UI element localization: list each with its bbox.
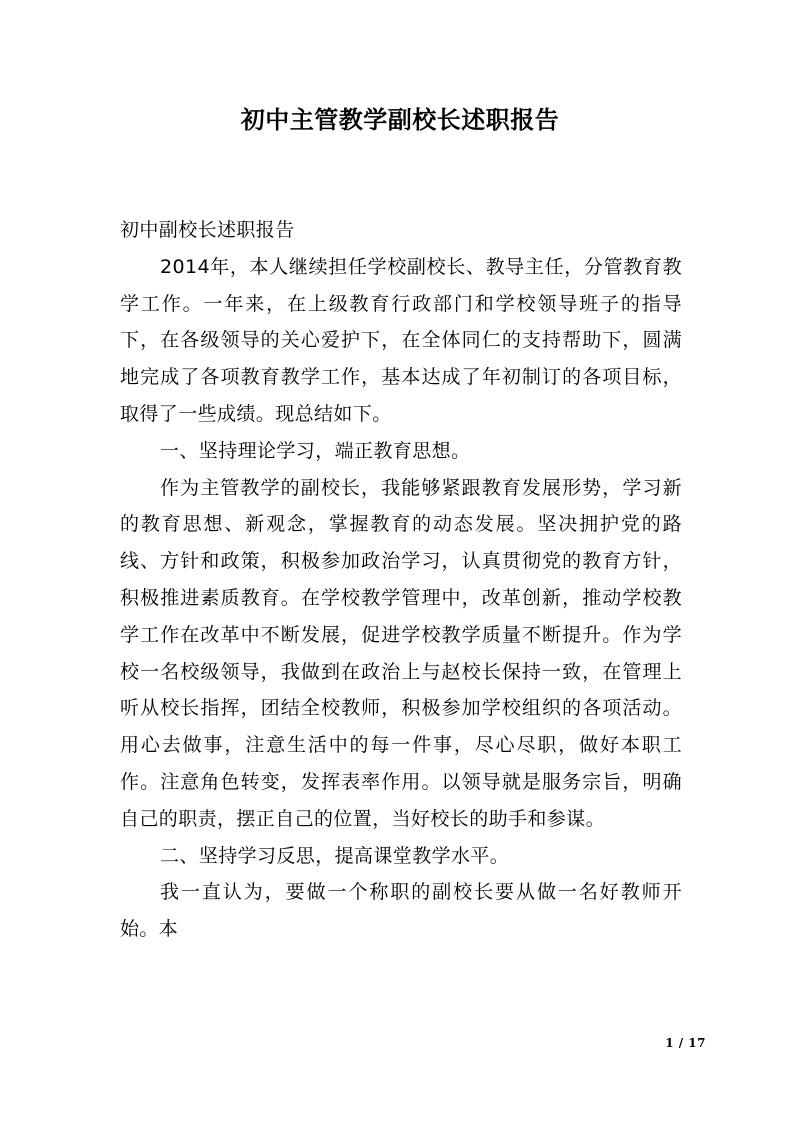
document-title: 初中主管教学副校长述职报告: [240, 105, 560, 134]
section-heading: 二、坚持学习反思，提高课堂教学水平。: [160, 844, 510, 867]
paragraph: 2014年，本人继续担任学校副校长、教导主任，分管教育教学工作。一年来，在上级教育行政部门和学校领导班子的指导下，在各级领导的关心爱护下，在全体同仁的支持帮助下，圆满地完成了各项教育教学工作，基本达成了年初制订的各项目标，取得了一些成绩。现总结如下。: [120, 255, 682, 425]
document-subtitle: 初中副校长述职报告: [120, 219, 295, 241]
section-heading: 一、坚持理论学习，端正教育思想。: [160, 439, 471, 462]
document-body: [120, 212, 682, 948]
paragraph: 我一直认为，要做一个称职的副校长要从做一名好教师开始。本: [120, 881, 682, 941]
page-number: 1 / 17: [665, 1036, 706, 1050]
paragraph: 作为主管教学的副校长，我能够紧跟教育发展形势，学习新的教育思想、新观念，掌握教育的动态发展。坚决拥护党的路线、方针和政策，积极参加政治学习，认真贯彻党的教育方针，积极推进素质教育。在学校教学管理中，改革创新，推动学校教学工作在改革中不断发展，促进学校教学质量不断提升。作为学校一名校级领导，我做到在政治上与赵校长保持一致，在管理上听从校长指挥，团结全校教师，积极参加学校组织的各项活动。用心去做事，注意生活中的每一件事，尽心尽职，做好本职工作。注意角色转变，发挥表率作用。以领导就是服务宗旨，明确自己的职责，摆正自己的位置，当好校长的助手和参谋。: [120, 476, 682, 830]
